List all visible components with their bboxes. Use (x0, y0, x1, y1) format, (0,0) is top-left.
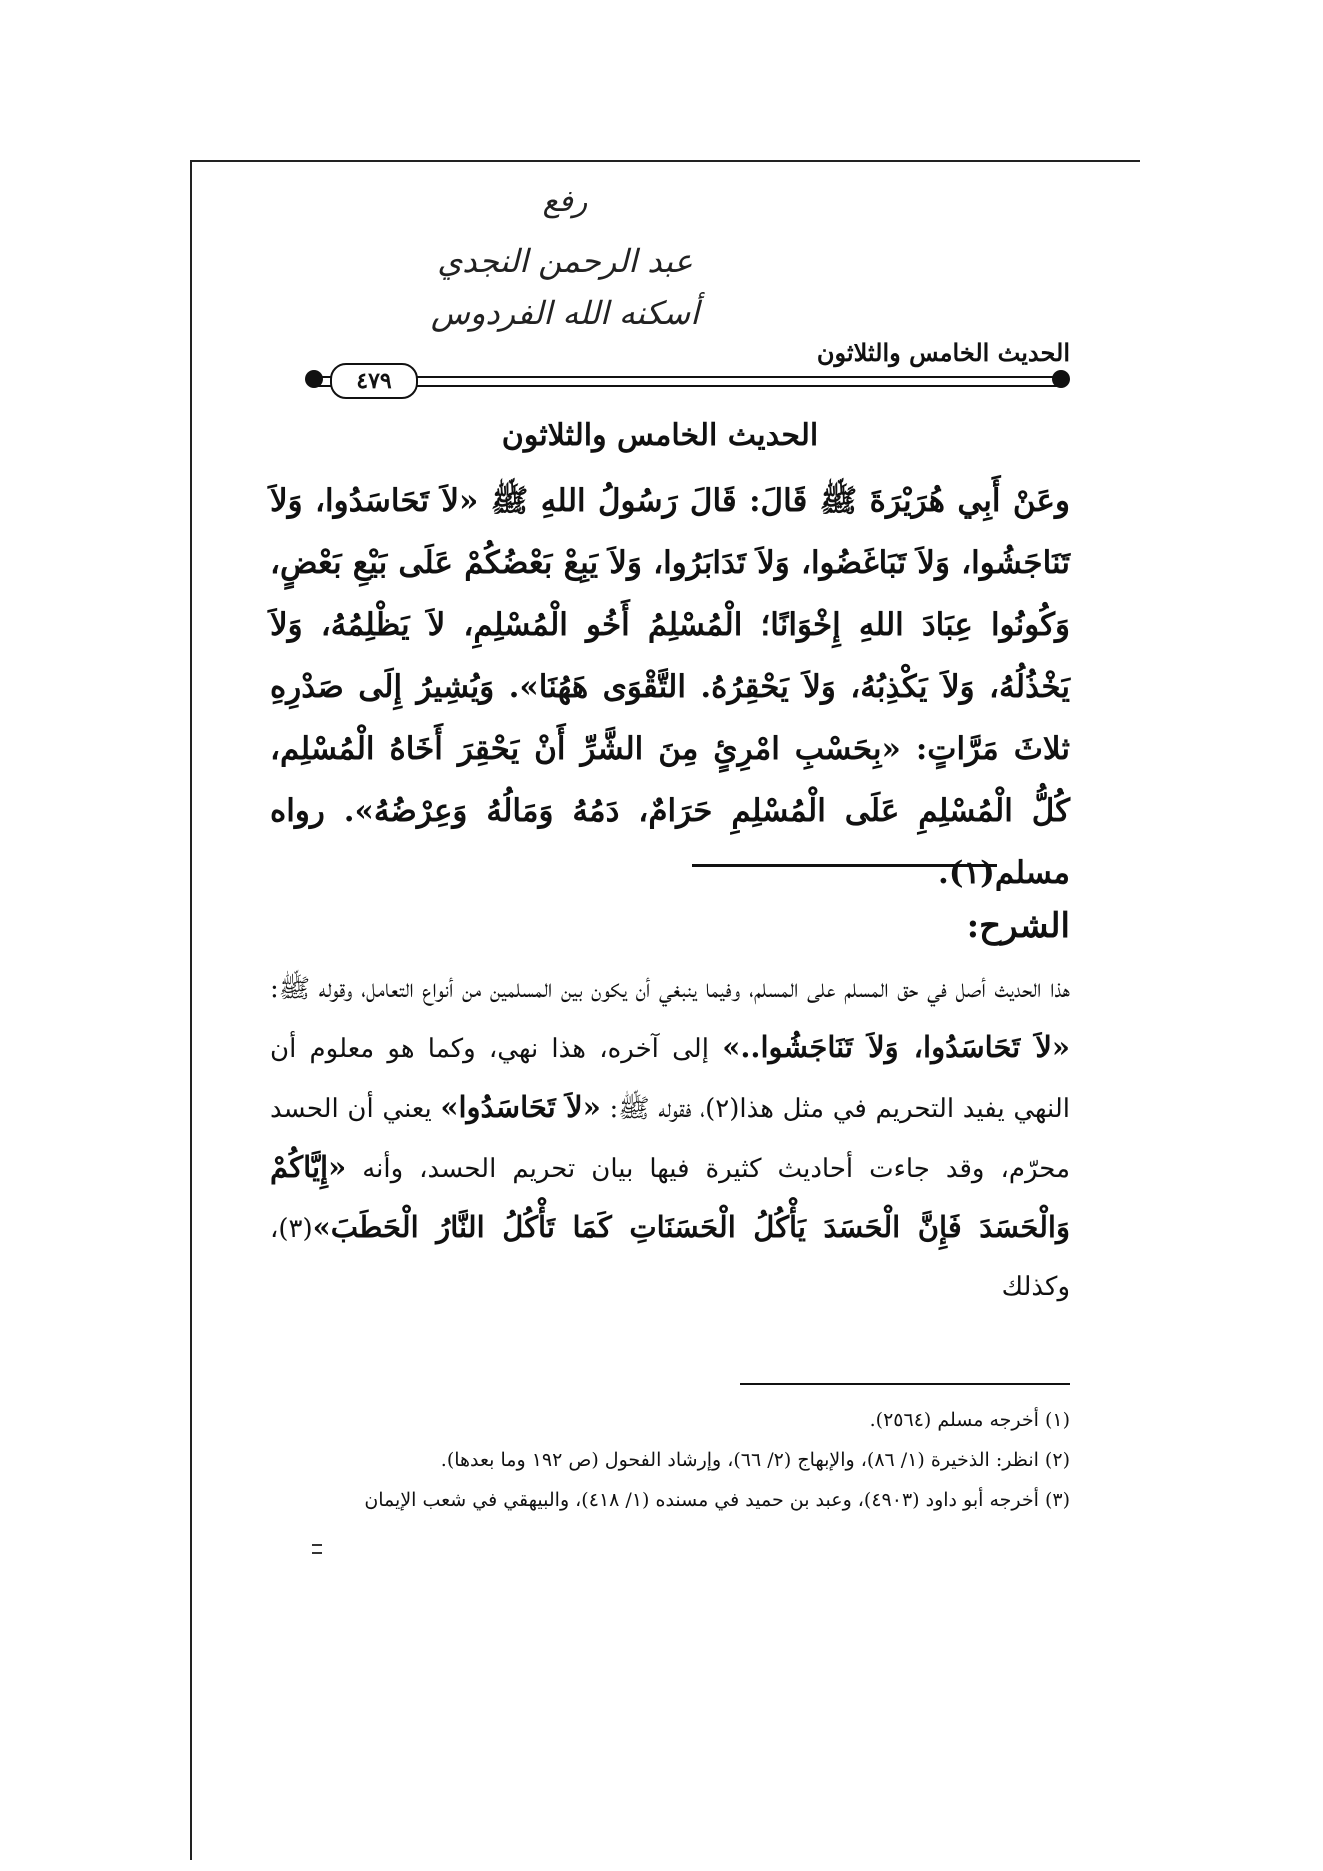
commentary-text-1: هذا الحديث أصل في حق المسلم على المسلم، وفيما ينبغي أن يكون بين المسلمين من أنواع التعامل، وقوله ﷺ: (270, 974, 1070, 1004)
footnote-1: (١) أخرجه مسلم (٢٥٦٤). (869, 1409, 1070, 1431)
stamp-line-2: عبد الرحمن النجدي (437, 242, 693, 280)
footnote-rule (740, 1383, 1070, 1385)
commentary-quote-2: «لاَ تَحَاسَدُوا» (440, 1090, 601, 1124)
page-number-badge: ٤٧٩ (330, 363, 418, 399)
stamp-line-3: أسكنه الله الفردوس (430, 294, 700, 332)
page-frame-left-rule (190, 160, 192, 1860)
page-frame-top-rule (190, 160, 1140, 162)
rule-end-dot-left (305, 370, 323, 388)
page-continuation-mark (312, 1544, 322, 1554)
hadith-text: وعَنْ أَبِي هُرَيْرَةَ ﷺ قَالَ: قَالَ رَسُولُ اللهِ ﷺ «لاَ تَحَاسَدُوا، وَلاَ تَنَاجَشُوا، وَلاَ تَبَاغَضُوا، وَلاَ تَدَابَرُوا، وَلاَ يَبِعْ بَعْضُكُمْ عَلَى بَيْعِ بَعْضٍ، وَكُونُوا عِبَادَ اللهِ إِخْوَانًا؛ الْمُسْلِمُ أَخُو الْمُسْلِمِ، لاَ يَظْلِمُهُ، وَلاَ يَخْذُلُهُ، وَلاَ يَكْذِبُهُ، وَلاَ يَحْقِرُهُ. التَّقْوَى هَهُنَا». وَيُشِيرُ إِلَى صَدْرِهِ ثلاثَ مَرَّاتٍ: «بِحَسْبِ امْرِئٍ مِنَ الشَّرِّ أَنْ يَحْقِرَ أَخَاهُ الْمُسْلِم، كُلُّ الْمُسْلِمِ عَلَى الْمُسْلِمِ حَرَامٌ، دَمُهُ وَمَالُهُ وَعِرْضُهُ». رواه مسلم(١). (270, 483, 1070, 891)
footnote-3: (٣) أخرجه أبو داود (٤٩٠٣)، وعبد بن حميد في مسنده (١/ ٤١٨)، والبيهقي في شعب الإيمان (364, 1489, 1070, 1511)
commentary-quote-3: «إِيَّاكُمْ وَالْحَسَدَ فَإِنَّ الْحَسَدَ يَأْكُلُ الْحَسَنَاتِ كَمَا تَأْكُلُ النَّارُ الْحَطَبَ» (270, 1150, 1070, 1244)
footnotes (290, 1400, 1070, 1520)
owner-stamp (400, 180, 730, 338)
header-double-rule (312, 376, 1060, 387)
commentary-heading: الشرح: (966, 906, 1070, 946)
section-separator (692, 864, 997, 867)
commentary-paragraph (270, 960, 1070, 1316)
footnote-2: (٢) انظر: الذخيرة (١/ ٨٦)، والإبهاج (٢/ ٦٦)، وإرشاد الفحول (ص ١٩٢ وما بعدها). (440, 1449, 1070, 1471)
commentary-quote-1: «لاَ تَحَاسَدُوا، وَلاَ تَنَاجَشُوا..» (722, 1030, 1070, 1064)
commentary-text-2: إلى آخره، هذا نهي، وكما هو معلوم أن النهي يفيد التحريم في مثل هذا(٢)، فقوله ﷺ: (270, 1034, 1070, 1124)
stamp-line-1: رفع (542, 184, 588, 219)
commentary-text-4: (٣)، وكذلك (270, 1214, 1070, 1302)
rule-end-dot-right (1052, 370, 1070, 388)
hadith-title: الحديث الخامس والثلاثون (501, 418, 819, 453)
running-header-title: الحديث الخامس والثلاثون (816, 338, 1070, 367)
commentary-text-3: يعني أن الحسد محرّم، وقد جاءت أحاديث كثيرة فيها بيان تحريم الحسد، وأنه (270, 1094, 1070, 1184)
